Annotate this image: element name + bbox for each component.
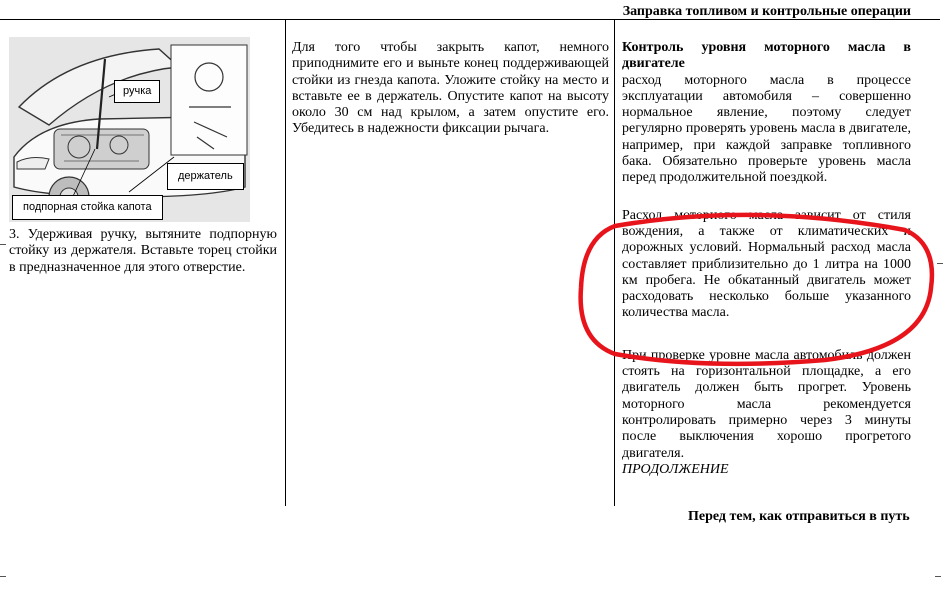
page-header-title: Заправка топливом и контрольные операции (622, 4, 911, 19)
close-hood-instructions: Для того чтобы закрыть капот, немного приподнимите его и выньте конец поддерживающей стойки из гнезда капота. Уложите стойку на место и вставьте ее в держатель. Опустите капот на высоту около 30 см над крылом, а затем опустите его. Убедитесь в надежности фиксации рычага. (292, 40, 609, 137)
right-edge-marker (937, 263, 943, 264)
bottom-right-marker (935, 576, 941, 577)
middle-column-text (292, 40, 609, 138)
oil-consumption-paragraph: расход моторного масла в процессе эксплуатации автомобиля – совершенно нормальное явление, поэтому следует регулярно проверять уровень масла в двигателе, например, при каждой заправке топливного бака. Обязательно проверьте уровень масла перед продолжительной поездкой. (622, 72, 911, 186)
left-edge-marker (0, 244, 6, 245)
oil-check-paragraph: При проверке уровне масла автомобиль должен стоять на горизонтальной площадке, а его двигатель должен быть прогрет. Уровень моторного масла рекомендуется контролировать примерно через 3 минуты после выключения хорошо прогретого двигателя. (622, 347, 911, 461)
step-3-text: 3. Удерживая ручку, вытяните подпорную стойку из держателя. Вставьте торец стойки в предназначенное для этого отверстие. (9, 227, 277, 275)
left-column-text (9, 227, 277, 276)
header-rule (0, 19, 940, 20)
oil-consumption-rate-paragraph: Расход моторного масла зависит от стиля вождения, а также от климатических и дорожных условий. Нормальный расход масла составляет приблизительно до 1 литра на 1000 км пробега. Не обкатанный двигатель может расходовать несколько больше указанного количества масла. (622, 207, 911, 321)
callout-holder: держатель (167, 163, 244, 190)
callout-handle: ручка (114, 80, 160, 103)
callout-prop-rod: подпорная стойка капота (12, 195, 163, 220)
continued-label: ПРОДОЛЖЕНИЕ (622, 461, 729, 477)
footer-title: Перед тем, как отправиться в путь (688, 509, 910, 524)
red-highlight-circle (575, 208, 940, 368)
oil-level-heading: Контроль уровня моторного масла в двигателе (622, 40, 911, 72)
column-divider-1 (285, 20, 286, 506)
bottom-left-marker (0, 576, 6, 577)
